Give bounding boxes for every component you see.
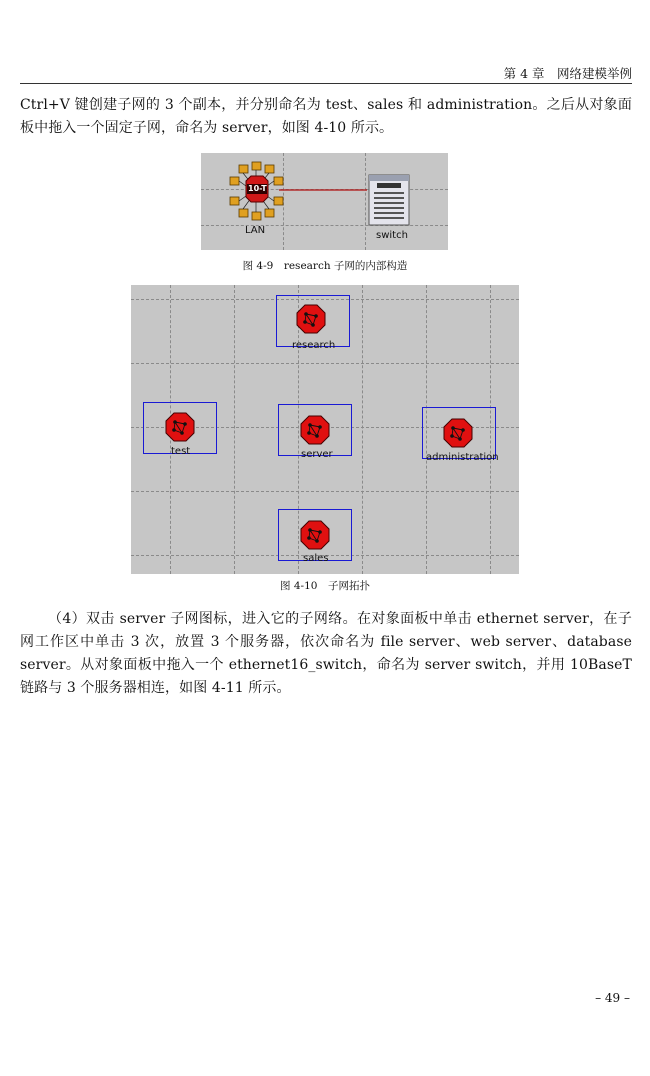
subnet-label: server [301,449,333,460]
figure-4-9-research-subnet [201,153,448,250]
subnet-label: test [171,446,191,457]
page-number: – 49 – [595,991,630,1005]
header-rule [20,83,632,84]
subnet-research[interactable] [276,295,350,351]
subnet-sales[interactable] [278,509,352,564]
hub-label: 10-T [248,184,267,193]
figure-4-10-caption: 图 4-10 子网拓扑 [280,580,370,592]
grid-line [131,363,519,364]
lan-label: LAN [245,225,266,236]
grid-line [362,285,363,574]
subnet-icon [296,304,326,334]
subnet-label: research [292,340,336,351]
subnet-icon [300,520,330,550]
figure-4-9-caption: 图 4-9 research 子网的内部构造 [242,260,408,272]
subnet-label: sales [303,553,329,564]
subnet-test[interactable] [143,402,217,457]
grid-line [131,491,519,492]
figure-4-10-subnet-topology [131,285,519,574]
grid-line [234,285,235,574]
switch-icon [369,175,409,225]
paragraph-step-4: （4）双击 server 子网图标，进入它的子网络。在对象面板中单击 ethernet server，在子网工作区中单击 3 次，放置 3 个服务器，依次命名为 file server、web server、database server。从对象面板中拖入一个 ethernet16_switch，命名为 server switch，并用 10BaseT 链路与 3 个服务器相连，如图 4-11 所示。 [20,611,632,696]
switch-label: switch [376,230,408,241]
subnet-icon [300,415,330,445]
subnet-icon [443,418,473,448]
running-header: 第 4 章 网络建模举例 [503,66,632,81]
subnet-label: administration [426,452,499,463]
subnet-icon [165,412,195,442]
lan-diagram [201,153,448,250]
paragraph-intro: Ctrl+V 键创建子网的 3 个副本，并分别命名为 test、sales 和 administration。之后从对象面板中拖入一个固定子网，命名为 server，如图 4-10 所示。 [20,97,632,136]
subnet-administration[interactable] [422,407,499,463]
subnet-server[interactable] [278,404,352,460]
